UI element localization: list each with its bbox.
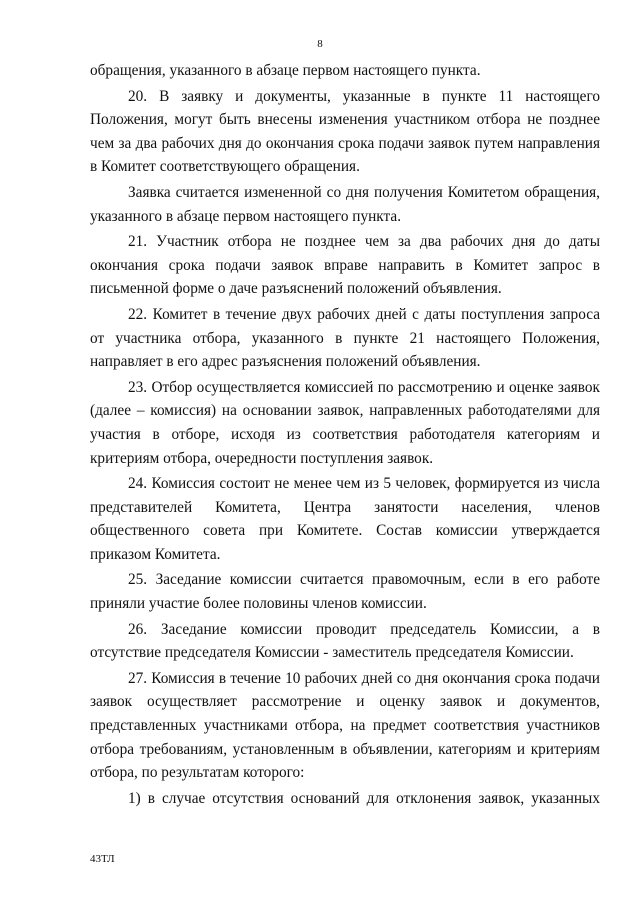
document-body xyxy=(90,59,600,812)
document-code: 43ТЛ xyxy=(90,853,115,865)
paragraph-27: 27. Комиссия в течение 10 рабочих дней со дня окончания срока подачи заявок осуществляет рассмотрение и оценку заявок и документов, представленных участниками отбора, на предмет соответствия участников отбора требованиям, установленным в объявлении, категориям и критериям отбора, по результатам которого: xyxy=(90,669,600,782)
paragraph-20-note: Заявка считается измененной со дня получения Комитетом обращения, указанного в абзаце первом настоящего пункта. xyxy=(90,183,600,225)
paragraph-22: 22. Комитет в течение двух рабочих дней с даты поступления запроса от участника отбора, указанного в пункте 21 настоящего Положения, направляет в его адрес разъяснения положений объявления. xyxy=(90,305,600,371)
paragraph-26: 26. Заседание комиссии проводит председатель Комиссии, а в отсутствие председателя Комиссии - заместитель председателя Комиссии. xyxy=(90,620,600,662)
paragraph-21: 21. Участник отбора не позднее чем за два рабочих дня до даты окончания срока подачи заявок вправе направить в Комитет запрос в письменной форме о даче разъяснений положений объявления. xyxy=(90,233,600,298)
paragraph-continuation: обращения, указанного в абзаце первом настоящего пункта. xyxy=(90,62,481,79)
paragraph-27-item-1: 1) в случае отсутствия оснований для отклонения заявок, указанных xyxy=(128,789,600,807)
paragraph-24: 24. Комиссия состоит не менее чем из 5 человек, формируется из числа представителей Комитета, Центра занятости населения, членов общественного совета при Комитете. Состав комиссии утверждается приказом Комитета. xyxy=(90,475,600,563)
paragraph-25: 25. Заседание комиссии считается правомочным, если в его работе приняли участие более половины членов комиссии. xyxy=(90,571,600,613)
page-number: 8 xyxy=(317,38,323,50)
paragraph-23: 23. Отбор осуществляется комиссией по рассмотрению и оценке заявок (далее – комиссия) на основании заявок, направленных работодателями для участия в отборе, исходя из соответствия работодателя категориям и критериям отбора, очередности поступления заявок. xyxy=(90,378,600,467)
paragraph-20: 20. В заявку и документы, указанные в пункте 11 настоящего Положения, могут быть внесены изменения участником отбора не позднее чем за два рабочих дня до окончания срока подачи заявок путем направления в Комитет соответствующего обращения. xyxy=(90,87,600,176)
